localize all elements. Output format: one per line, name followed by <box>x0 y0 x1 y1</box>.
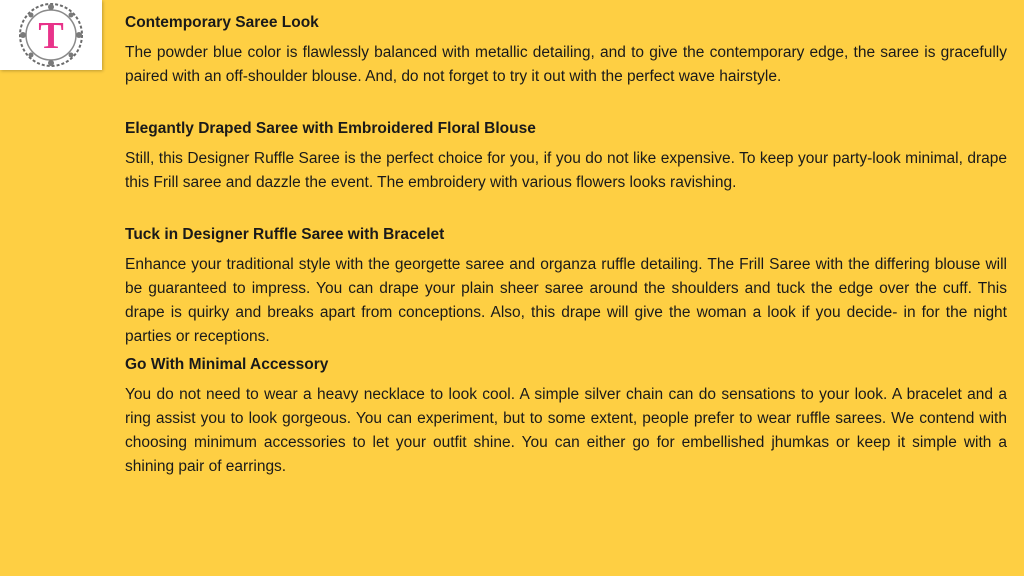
brand-logo <box>0 0 102 70</box>
section-heading-tuck: Tuck in Designer Ruffle Saree with Bracelet <box>125 226 445 243</box>
section-heading-contemporary: Contemporary Saree Look <box>125 14 319 31</box>
section-body-draped: Still, this Designer Ruffle Saree is the perfect choice for you, if you do not like expensive. To keep your party-look minimal, drape this Frill saree and dazzle the event. The embroidery with various flowers looks ravishing. <box>125 150 1007 191</box>
section-heading-draped: Elegantly Draped Saree with Embroidered Floral Blouse <box>125 120 536 137</box>
logo-letter: T <box>38 15 64 57</box>
floral-logo-icon <box>17 2 85 68</box>
section-body-tuck: Enhance your traditional style with the georgette saree and organza ruffle detailing. The Frill Saree with the differing blouse will be guaranteed to impress. You can drape your plain sheer saree around the shoulders and tuck the edge over the cuff. This drape is quirky and breaks apart from conceptions. Also, this drape will give the woman a look if you decide- in for the night parties or receptions. <box>125 256 1007 345</box>
article-content <box>125 11 1007 479</box>
section-body-accessory: You do not need to wear a heavy necklace to look cool. A simple silver chain can do sensations to your look. A bracelet and a ring assist you to look gorgeous. You can experiment, but to some extent, people prefer to wear ruffle sarees. We contend with choosing minimum accessories to let your outfit shine. You can either go for embellished jhumkas or keep it simple with a shining pair of earrings. <box>125 386 1007 475</box>
section-heading-accessory: Go With Minimal Accessory <box>125 356 329 373</box>
section-body-contemporary: The powder blue color is flawlessly balanced with metallic detailing, and to give the contemporary edge, the saree is gracefully paired with an off-shoulder blouse. And, do not forget to try it out with the perfect wave hairstyle. <box>125 44 1007 85</box>
